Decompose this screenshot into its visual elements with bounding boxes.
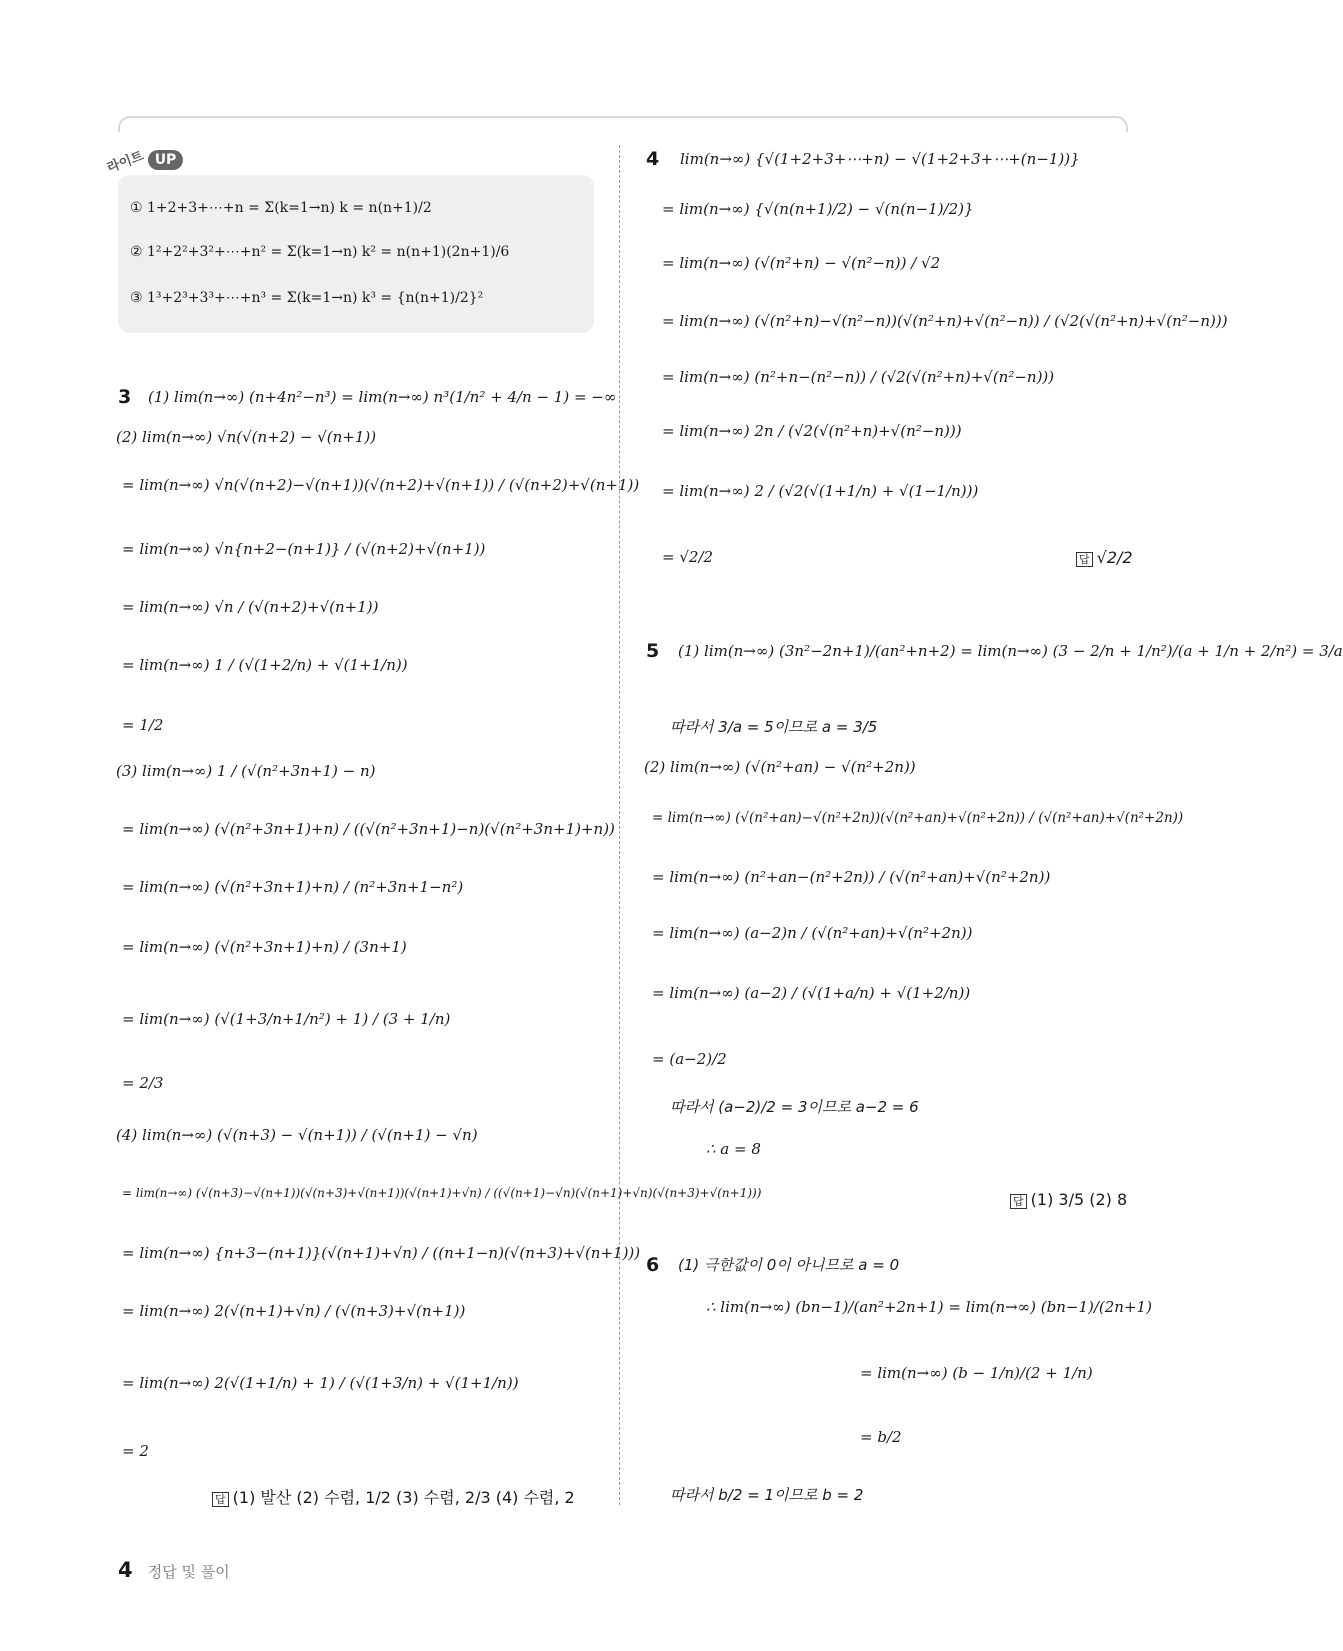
p3-line: = 1/2: [122, 716, 164, 734]
header-rule: [118, 116, 1128, 132]
tip-formula-2: ② 1²+2²+3²+⋯+n² = Σ(k=1→n) k² = n(n+1)(2n+1)/6: [130, 244, 510, 260]
p5-answer: [1010, 1190, 1127, 1209]
p6-line: ∴ lim(n→∞) (bn−1)/(an²+2n+1) = lim(n→∞) (bn−1)/(2n+1): [706, 1298, 1152, 1316]
p5-line: (1) lim(n→∞) (3n²−2n+1)/(an²+n+2) = lim(n→∞) (3 − 2/n + 1/n²)/(a + 1/n + 2/n²) = 3/a: [678, 642, 1343, 660]
p3-line: = lim(n→∞) (√(n+3)−√(n+1))(√(n+3)+√(n+1))(√(n+1)+√n) / ((√(n+1)−√n)(√(n+1)+√n)(√(n+3)+√(n+1))): [122, 1186, 762, 1200]
p3-answer-text: (1) 발산 (2) 수렴, 1/2 (3) 수렴, 2/3 (4) 수렴, 2: [232, 1488, 575, 1507]
p3-line: = lim(n→∞) √n / (√(n+2)+√(n+1)): [122, 598, 379, 616]
problem-4-number: 4: [646, 148, 660, 170]
p4-line: = lim(n→∞) {√(n(n+1)/2) − √(n(n−1)/2)}: [662, 200, 974, 218]
p3-line: (2) lim(n→∞) √n(√(n+2) − √(n+1)): [116, 428, 377, 446]
p5-line: 따라서 (a−2)/2 = 3이므로 a−2 = 6: [670, 1098, 919, 1116]
p4-line: lim(n→∞) {√(1+2+3+⋯+n) − √(1+2+3+⋯+(n−1))}: [680, 150, 1080, 168]
p3-answer: [212, 1488, 575, 1507]
p5-answer-text: (1) 3/5 (2) 8: [1030, 1190, 1128, 1209]
p3-line: = lim(n→∞) (√(n²+3n+1)+n) / ((√(n²+3n+1)−n)(√(n²+3n+1)+n)): [122, 820, 615, 838]
p5-line: = lim(n→∞) (a−2)n / (√(n²+an)+√(n²+2n)): [652, 924, 973, 942]
p3-line: = 2: [122, 1442, 149, 1460]
tip-formula-3: ③ 1³+2³+3³+⋯+n³ = Σ(k=1→n) k³ = {n(n+1)/2}²: [130, 290, 484, 306]
p3-line: = lim(n→∞) √n{n+2−(n+1)} / (√(n+2)+√(n+1)): [122, 540, 486, 558]
p6-line: = b/2: [860, 1428, 902, 1446]
p6-line: = lim(n→∞) (b − 1/n)/(2 + 1/n): [860, 1364, 1093, 1382]
tip-formula-1: ① 1+2+3+⋯+n = Σ(k=1→n) k = n(n+1)/2: [130, 200, 432, 216]
page-number: 4: [118, 1558, 133, 1582]
p3-line: = lim(n→∞) (√(1+3/n+1/n²) + 1) / (3 + 1/n): [122, 1010, 451, 1028]
p3-line: = lim(n→∞) (√(n²+3n+1)+n) / (3n+1): [122, 938, 407, 956]
p3-line: = lim(n→∞) 2(√(1+1/n) + 1) / (√(1+3/n) + √(1+1/n)): [122, 1374, 519, 1392]
p5-line: = (a−2)/2: [652, 1050, 727, 1068]
problem-3-number: 3: [118, 386, 132, 408]
p3-line: = 2/3: [122, 1074, 164, 1092]
p3-line: = lim(n→∞) {n+3−(n+1)}(√(n+1)+√n) / ((n+1−n)(√(n+3)+√(n+1))): [122, 1244, 641, 1262]
p4-line: = √2/2: [662, 548, 714, 566]
p4-answer-text: √2/2: [1096, 548, 1133, 567]
p4-line: = lim(n→∞) (n²+n−(n²−n)) / (√2(√(n²+n)+√(n²−n))): [662, 368, 1055, 386]
answer-icon: 답: [1076, 552, 1093, 567]
p5-line: = lim(n→∞) (n²+an−(n²+2n)) / (√(n²+an)+√(n²+2n)): [652, 868, 1051, 886]
p4-line: = lim(n→∞) 2 / (√2(√(1+1/n) + √(1−1/n))): [662, 482, 979, 500]
p6-line: (1) 극한값이 0이 아니므로 a = 0: [678, 1256, 900, 1274]
problem-5-number: 5: [646, 640, 660, 662]
p5-line: 따라서 3/a = 5이므로 a = 3/5: [670, 718, 878, 736]
tip-badge-up: UP: [148, 150, 184, 170]
footer-label: 정답 및 풀이: [147, 1563, 230, 1581]
tip-badge: [105, 148, 183, 176]
p3-line: = lim(n→∞) √n(√(n+2)−√(n+1))(√(n+2)+√(n+1)) / (√(n+2)+√(n+1)): [122, 476, 640, 494]
p5-line: ∴ a = 8: [706, 1140, 761, 1158]
answer-icon: 답: [212, 1492, 229, 1507]
problem-6-number: 6: [646, 1254, 660, 1276]
p4-line: = lim(n→∞) (√(n²+n)−√(n²−n))(√(n²+n)+√(n²−n)) / (√2(√(n²+n)+√(n²−n))): [662, 312, 1228, 330]
p3-line: = lim(n→∞) (√(n²+3n+1)+n) / (n²+3n+1−n²): [122, 878, 464, 896]
p3-line: (1) lim(n→∞) (n+4n²−n³) = lim(n→∞) n³(1/n² + 4/n − 1) = −∞: [148, 388, 617, 406]
p6-line: 따라서 b/2 = 1이므로 b = 2: [670, 1486, 864, 1504]
p3-line: (3) lim(n→∞) 1 / (√(n²+3n+1) − n): [116, 762, 376, 780]
p3-line: (4) lim(n→∞) (√(n+3) − √(n+1)) / (√(n+1) − √n): [116, 1126, 478, 1144]
tip-badge-prefix: 라이트: [105, 148, 146, 176]
answer-icon: 답: [1010, 1194, 1027, 1209]
p3-line: = lim(n→∞) 1 / (√(1+2/n) + √(1+1/n)): [122, 656, 408, 674]
p5-line: (2) lim(n→∞) (√(n²+an) − √(n²+2n)): [644, 758, 916, 776]
page-footer: [118, 1558, 230, 1582]
p5-line: = lim(n→∞) (a−2) / (√(1+a/n) + √(1+2/n)): [652, 984, 971, 1002]
p5-line: = lim(n→∞) (√(n²+an)−√(n²+2n))(√(n²+an)+√(n²+2n)) / (√(n²+an)+√(n²+2n)): [652, 810, 1184, 826]
p4-answer: [1076, 548, 1133, 567]
p4-line: = lim(n→∞) 2n / (√2(√(n²+n)+√(n²−n))): [662, 422, 962, 440]
p4-line: = lim(n→∞) (√(n²+n) − √(n²−n)) / √2: [662, 254, 941, 272]
p3-line: = lim(n→∞) 2(√(n+1)+√n) / (√(n+3)+√(n+1)): [122, 1302, 466, 1320]
column-divider: [619, 145, 620, 1505]
